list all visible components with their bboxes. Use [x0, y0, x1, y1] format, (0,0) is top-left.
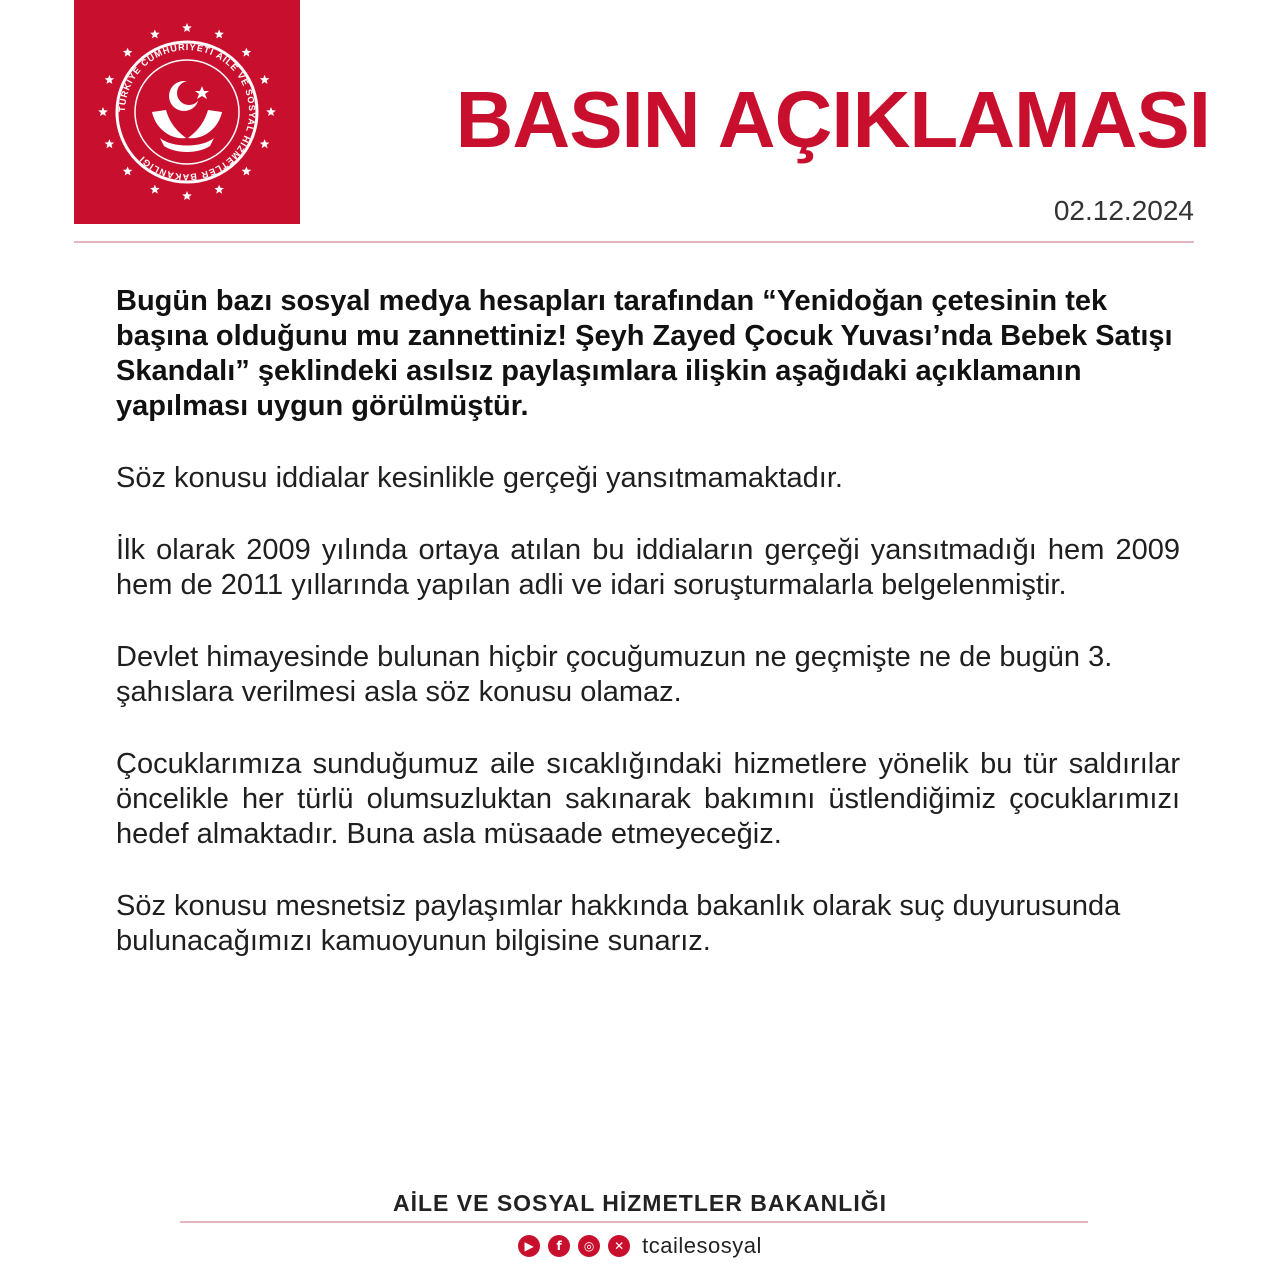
facebook-icon[interactable]: f	[548, 1235, 570, 1257]
x-icon[interactable]: ✕	[608, 1235, 630, 1257]
svg-text:TÜRKİYE CUMHURİYETİ AİLE VE SO	[117, 42, 257, 182]
statement-paragraph: Bugün bazı sosyal medya hesapları tarafından “Yenidoğan çetesinin tek başına olduğunu mu zannettiniz! Şeyh Zayed Çocuk Yuvası’nda Bebek Satışı Skandalı” şeklindeki asılsız paylaşımlara ilişkin aşağıdaki açıklamanın yapılması uygun görülmüştür.	[116, 285, 1173, 422]
seal-star-icon	[214, 29, 224, 38]
seal-star-icon	[123, 48, 133, 57]
seal-star-icon	[105, 139, 115, 148]
social-handle[interactable]: tcailesosyal	[642, 1233, 762, 1258]
youtube-icon[interactable]: ▶	[518, 1235, 540, 1257]
seal-star-icon	[105, 75, 115, 84]
seal-star-icon	[242, 166, 252, 175]
statement-body	[116, 284, 1180, 959]
ministry-name: AİLE VE SOSYAL HİZMETLER BAKANLIĞI	[392, 1190, 888, 1216]
ministry-seal-icon	[74, 0, 300, 224]
social-links	[0, 1233, 1280, 1259]
seal-star-icon	[260, 139, 270, 148]
seal-star-icon	[214, 185, 224, 194]
seal-star-icon	[182, 23, 192, 32]
seal-star-icon	[266, 107, 276, 116]
page-title: BASIN AÇIKLAMASI	[455, 75, 1210, 164]
statement-paragraph: İlk olarak 2009 yılında ortaya atılan bu iddiaların gerçeği yansıtmadığı hem 2009 hem de 2011 yıllarında yapılan adli ve idari soruşturmalarla belgelenmiştir.	[116, 534, 1180, 601]
release-date: 02.12.2024	[1053, 195, 1194, 226]
seal-star-icon	[98, 107, 108, 116]
instagram-icon[interactable]: ◎	[578, 1235, 600, 1257]
seal-star-icon	[182, 191, 192, 200]
statement-paragraph: Çocuklarımıza sunduğumuz aile sıcaklığındaki hizmetlere yönelik bu tür saldırılar öncelikle her türlü olumsuzluktan sakınarak bakımını üstlendiğimiz çocuklarımızı hedef almaktadır. Buna asla müsaade etmeyeceğiz.	[116, 748, 1180, 850]
seal-star-icon	[260, 75, 270, 84]
seal-ring-text: TÜRKİYE CUMHURİYETİ AİLE VE SOSYAL HİZMETLER BAKANLIĞI	[116, 41, 258, 183]
statement-paragraph: Söz konusu iddialar kesinlikle gerçeği yansıtmamaktadır.	[116, 462, 843, 494]
statement-paragraph: Devlet himayesinde bulunan hiçbir çocuğumuzun ne geçmişte ne de bugün 3. şahıslara verilmesi asla söz konusu olamaz.	[116, 641, 1113, 708]
seal-star-icon	[150, 29, 160, 38]
statement-paragraph: Söz konusu mesnetsiz paylaşımlar hakkında bakanlık olarak suç duyurusunda bulunacağımızı kamuoyunun bilgisine sunarız.	[116, 890, 1121, 957]
seal-star-icon	[123, 166, 133, 175]
divider	[74, 241, 1194, 243]
seal-star-icon	[242, 48, 252, 57]
ministry-logo	[74, 0, 300, 224]
seal-star-icon	[150, 185, 160, 194]
divider	[180, 1221, 1088, 1223]
